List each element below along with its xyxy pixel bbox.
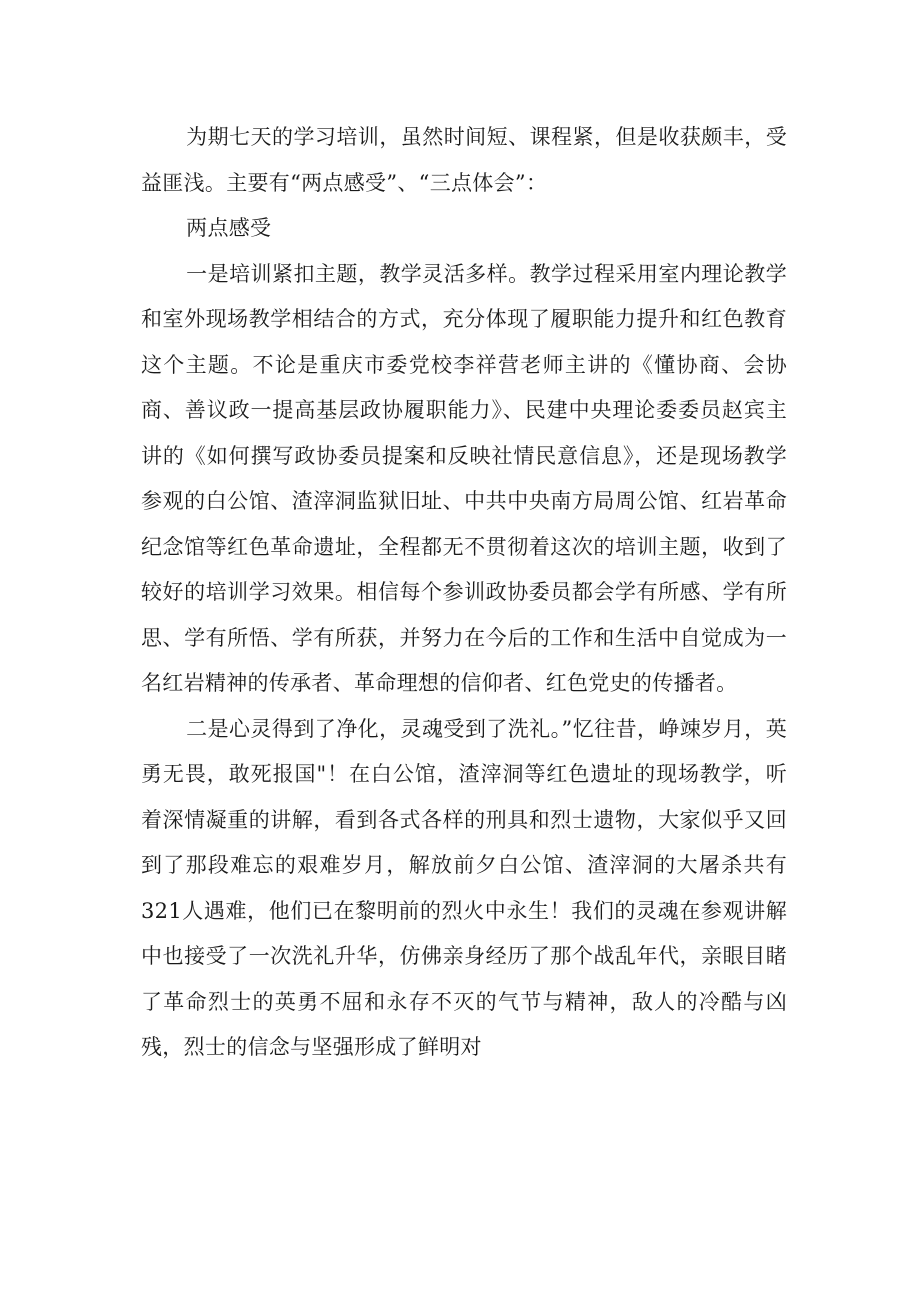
document-body bbox=[141, 115, 787, 1071]
paragraph-second-feeling: 二是心灵得到了净化，灵魂受到了洗礼。”忆往昔，峥竦岁月，英勇无畏，敢死报国"！在白公馆，渣滓洞等红色遗址的现场教学，听着深情凝重的讲解，看到各式各样的刑具和烈士遗物，大家似乎又回到了那段难忘的艰难岁月，解放前夕白公馆、渣滓洞的大屠杀共有321人遇难，他们已在黎明前的烈火中永生！我们的灵魂在参观讲解中也接受了一次洗礼升华，仿佛亲身经历了那个战乱年代，亲眼目睹了革命烈士的英勇不屈和永存不灭的气节与精神，敌人的冷酷与凶残，烈士的信念与坚强形成了鲜明对 bbox=[141, 716, 787, 1059]
paragraph-first-feeling: 一是培训紧扣主题，教学灵活多样。教学过程采用室内理论教学和室外现场教学相结合的方式，充分体现了履职能力提升和红色教育这个主题。不论是重庆市委党校李祥营老师主讲的《懂协商、会协商、善议政一提高基层政协履职能力》、民建中央理论委委员赵宾主讲的《如何撰写政协委员提案和反映社情民意信息》，还是现场教学参观的白公馆、渣滓洞监狱旧址、中共中央南方局周公馆、红岩革命纪念馆等红色革命遗址，全程都无不贯彻着这次的培训主题，收到了较好的培训学习效果。相信每个参训政协委员都会学有所感、学有所思、学有所悟、学有所获，并努力在今后的工作和生活中自觉成为一名红岩精神的传承者、革命理想的信仰者、红色党史的传播者。 bbox=[141, 261, 787, 695]
intro-paragraph: 为期七天的学习培训，虽然时间短、课程紧，但是收获颇丰，受益匪浅。主要有“两点感受”、“三点体会”： bbox=[141, 125, 787, 195]
section-heading-two-feelings: 两点感受 bbox=[186, 216, 272, 240]
